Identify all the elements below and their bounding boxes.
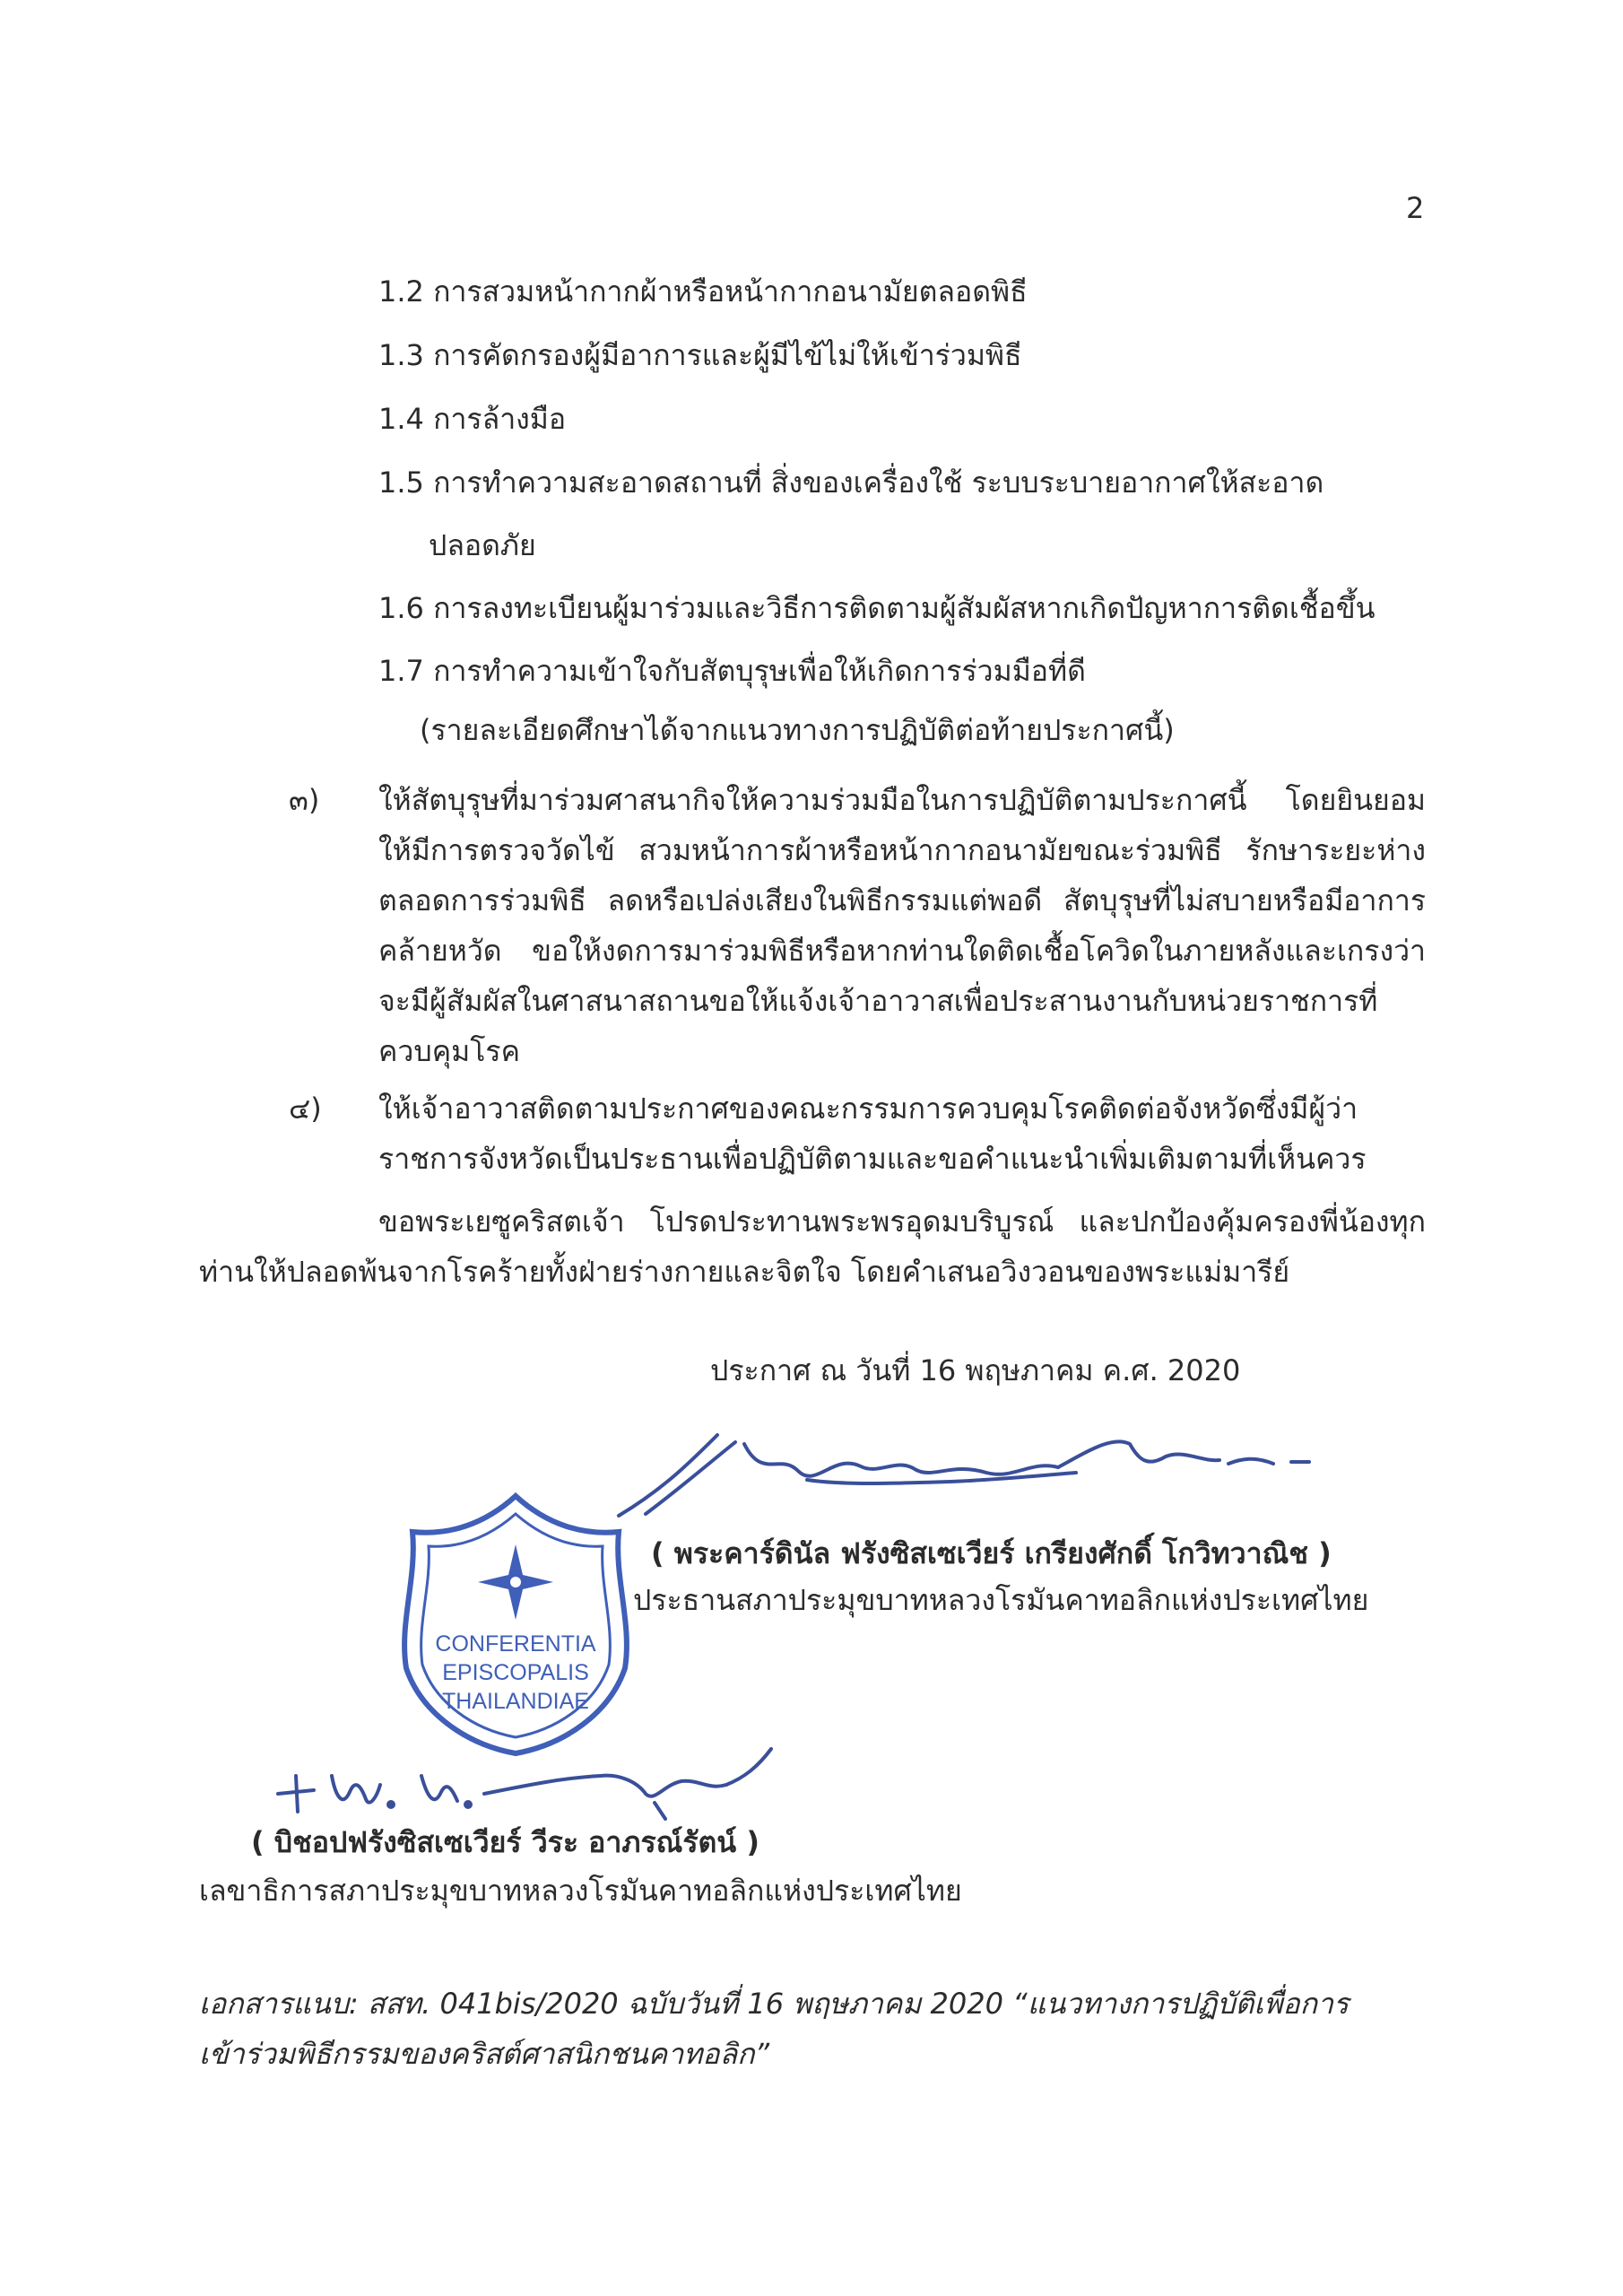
blessing-paragraph: ขอพระเยซูคริสตเจ้า โปรดประทานพระพรอุดมบริบูรณ์ และปกป้องคุ้มครองพี่น้องทุกท่านให้ปลอดพ้นจากโรคร้ายทั้งฝ่ายร่างกายและจิตใจ โดยคำเสนอวิงวอนของพระแม่มารีย์ (199, 1205, 1426, 1289)
item-4-number: ๔) (289, 1091, 322, 1126)
item-3-text: ให้สัตบุรุษที่มาร่วมศาสนากิจให้ความร่วมมือในการปฏิบัติตามประกาศนี้ โดยยินยอมให้มีการตรวจวัดไข้ สวมหน้าการผ้าหรือหน้ากากอนามัยขณะร่วมพิธี รักษาระยะห่างตลอดการร่วมพิธี ลดหรือเปล่งเสียงในพิธีกรรมแต่พอดี สัตบุรุษที่ไม่สบายหรือมีอาการคล้ายหวัด ขอให้งดการมาร่วมพิธีหรือหากท่านใดติดเชื้อโควิดในภายหลังและเกรงว่าจะมีผู้สัมผัสในศาสนาสถานขอให้แจ้งเจ้าอาวาสเพื่อประสานงานกับหน่วยราชการที่ควบคุมโรค (378, 783, 1426, 1068)
item-3-number: ๓) (289, 783, 320, 817)
signatory-2-name: ( บิชอปฟรังซิสเซเวียร์ วีระ อาภรณ์รัตน์ ) (251, 1825, 759, 1859)
measure-1-2: 1.2 การสวมหน้ากากผ้าหรือหน้ากากอนามัยตลอดพิธี (378, 274, 1028, 309)
seal-text-line-1: CONFERENTIA (435, 1631, 596, 1657)
measure-1-4: 1.4 การล้างมือ (378, 402, 567, 436)
signatory-2-title: เลขาธิการสภาประมุขบาทหลวงโรมันคาทอลิกแห่งประเทศไทย (199, 1874, 962, 1908)
page-number: 2 (1406, 191, 1425, 225)
signature-2-graphic (260, 1722, 780, 1821)
signatory-1-title: ประธานสภาประมุขบาทหลวงโรมันคาทอลิกแห่งประเทศไทย (633, 1583, 1369, 1617)
seal-text-line-3: THAILANDIAE (442, 1689, 589, 1714)
measure-1-3: 1.3 การคัดกรองผู้มีอาการและผู้มีไข้ไม่ให้เข้าร่วมพิธี (378, 338, 1022, 372)
measure-1-5: 1.5 การทำความสะอาดสถานที่ สิ่งของเครื่องใช้ ระบบระบายอากาศให้สะอาด (378, 465, 1324, 500)
measure-1-6: 1.6 การลงทะเบียนผู้มาร่วมและวิธีการติดตามผู้สัมผัสหากเกิดปัญหาการติดเชื้อขึ้น (378, 591, 1376, 625)
signature-1-graphic (610, 1417, 1309, 1525)
signatory-1-name: ( พระคาร์ดินัล ฟรังซิสเซเวียร์ เกรียงศักดิ์ โกวิทวาณิช ) (651, 1536, 1332, 1570)
seal-text-line-2: EPISCOPALIS (442, 1660, 589, 1685)
item-4-text: ให้เจ้าอาวาสติดตามประกาศของคณะกรรมการควบคุมโรคติดต่อจังหวัดซึ่งมีผู้ว่าราชการจังหวัดเป็นประธานเพื่อปฏิบัติตามและขอคำแนะนำเพิ่มเติมตามที่เห็นควร (378, 1091, 1367, 1176)
seal-frame-graphic (390, 1489, 641, 1758)
measure-1-7: 1.7 การทำความเข้าใจกับสัตบุรุษเพื่อให้เกิดการร่วมมือที่ดี (378, 654, 1086, 688)
date-line: ประกาศ ณ วันที่ 16 พฤษภาคม ค.ศ. 2020 (710, 1353, 1241, 1387)
attachment-line-1: เอกสารแนบ: สสท. 041bis/2020 ฉบับวันที่ 16 พฤษภาคม 2020 “แนวทางการปฏิบัติเพื่อการ (199, 1987, 1350, 2021)
official-seal (390, 1489, 641, 1758)
measures-note: (รายละเอียดศึกษาได้จากแนวทางการปฏิบัติต่อท้ายประกาศนี้) (420, 713, 1175, 747)
measure-1-5-continuation: ปลอดภัย (429, 528, 536, 562)
attachment-line-2: เข้าร่วมพิธีกรรมของคริสต์ศาสนิกชนคาทอลิก” (199, 2037, 770, 2071)
